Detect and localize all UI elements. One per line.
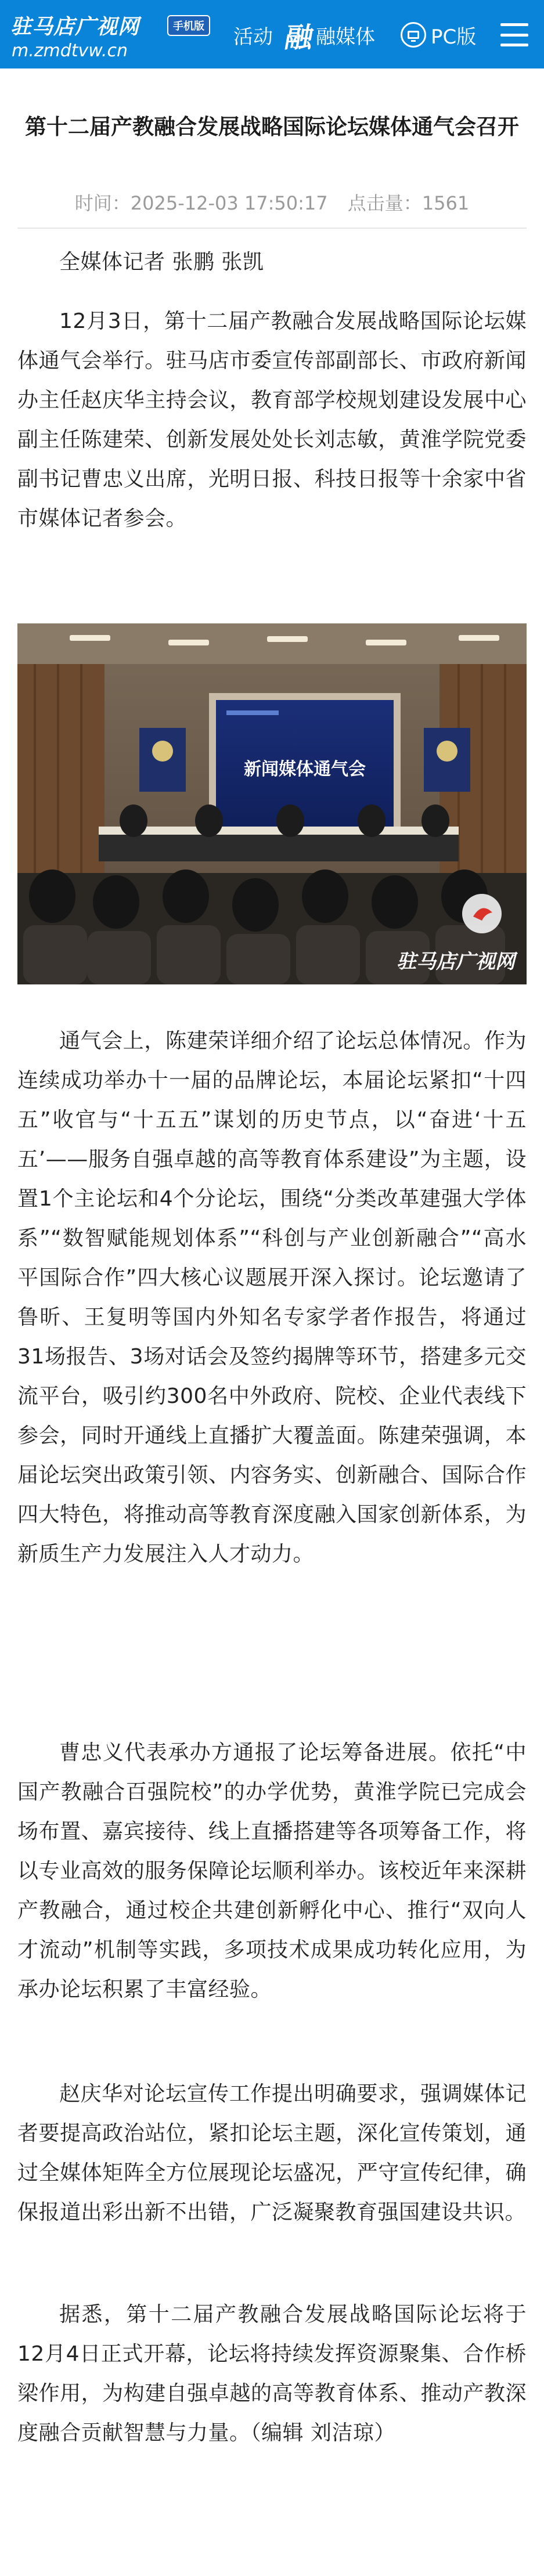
article-meta — [0, 189, 544, 215]
media-logo-icon: 融 — [282, 21, 316, 54]
article-paragraph: 据悉，第十二届产教融合发展战略国际论坛将于12月4日正式开幕，论坛将持续发挥资源聚集、合作桥梁作用，为构建自强卓越的高等教育体系、推动产教深度融合贡献智慧与力量。（编辑 刘洁琼） — [17, 2303, 527, 2445]
menu-icon[interactable] — [498, 20, 531, 50]
click-count: 点击量：1561 — [347, 192, 470, 214]
article-photo — [17, 623, 527, 984]
logo-title: 驻马店广视网 — [10, 15, 140, 39]
top-header-bar — [0, 0, 544, 68]
mobile-version-badge: 手机版 — [167, 15, 210, 36]
nav-activity-link[interactable] — [233, 21, 273, 49]
article-paragraph: 12月3日，第十二届产教融合发展战略国际论坛媒体通气会举行。驻马店市委宣传部副部长、市政府新闻办主任赵庆华主持会议，教育部学校规划建设发展中心副主任陈建荣、创新发展处处长刘志敏，黄淮学院党委副书记曹忠义出席，光明日报、科技日报等十余家中省市媒体记者参会。 — [17, 309, 527, 531]
article-paragraph: 赵庆华对论坛宣传工作提出明确要求，强调媒体记者要提高政治站位，紧扣论坛主题，深化宣传策划，通过全媒体矩阵全方位展现论坛盛况，严守宣传纪律，确保报道出彩出新不出错，广泛凝聚教育强国建设共识。 — [17, 2082, 527, 2224]
site-logo[interactable] — [10, 7, 219, 63]
publish-time: 时间：2025-12-03 17:50:17 — [74, 192, 328, 214]
byline: 全媒体记者 张鹏 张凯 — [59, 250, 264, 274]
nav-pc-version-link[interactable] — [401, 21, 476, 49]
nav-media-link[interactable] — [282, 21, 376, 54]
photo-banner-text: 新闻媒体通气会 — [244, 759, 366, 780]
article-title: 第十二届产教融合发展战略国际论坛媒体通气会召开 — [25, 114, 519, 139]
logo-url: m.zmdtvw.cn — [12, 41, 128, 61]
nav-pc-label: PC版 — [431, 25, 477, 49]
meta-divider — [17, 228, 527, 229]
article-paragraph: 曹忠义代表承办方通报了论坛筹备进展。依托“中国产教融合百强院校”的办学优势，黄淮学院已完成会场布置、嘉宾接待、线上直播搭建等各项筹备工作，将以专业高效的服务保障论坛顺利举办。该校近年来深耕产教融合，通过校企共建创新孵化中心、推行“双向人才流动”机制等实践，多项技术成果成功转化应用，为承办论坛积累了丰富经验。 — [17, 1741, 527, 2001]
photo-watermark: 驻马店广视网 — [397, 950, 515, 973]
article-paragraph: 通气会上，陈建荣详细介绍了论坛总体情况。作为连续成功举办十一届的品牌论坛，本届论坛紧扣“十四五”收官与“十五五”谋划的历史节点，以“奋进‘十五五’——服务自强卓越的高等教育体系建设”为主题，设置1个主论坛和4个分论坛，围绕“分类改革建强大学体系”“数智赋能规划体系”“科创与产业创新融合”“高水平国际合作”四大核心议题展开深入探讨。论坛邀请了鲁昕、王复明等国内外知名专家学者作报告，将通过31场报告、3场对话会及签约揭牌等环节，搭建多元交流平台，吸引约300名中外政府、院校、企业代表线下参会，同时开通线上直播扩大覆盖面。陈建荣强调，本届论坛突出政策引领、内容务实、创新融合、国际合作四大特色，将推动高等教育深度融入国家创新体系，为新质生产力发展注入人才动力。 — [17, 1029, 527, 1566]
pc-icon — [401, 22, 426, 48]
nav-media-label: 融媒体 — [316, 25, 376, 49]
nav-activity-label: 活动 — [233, 25, 273, 49]
